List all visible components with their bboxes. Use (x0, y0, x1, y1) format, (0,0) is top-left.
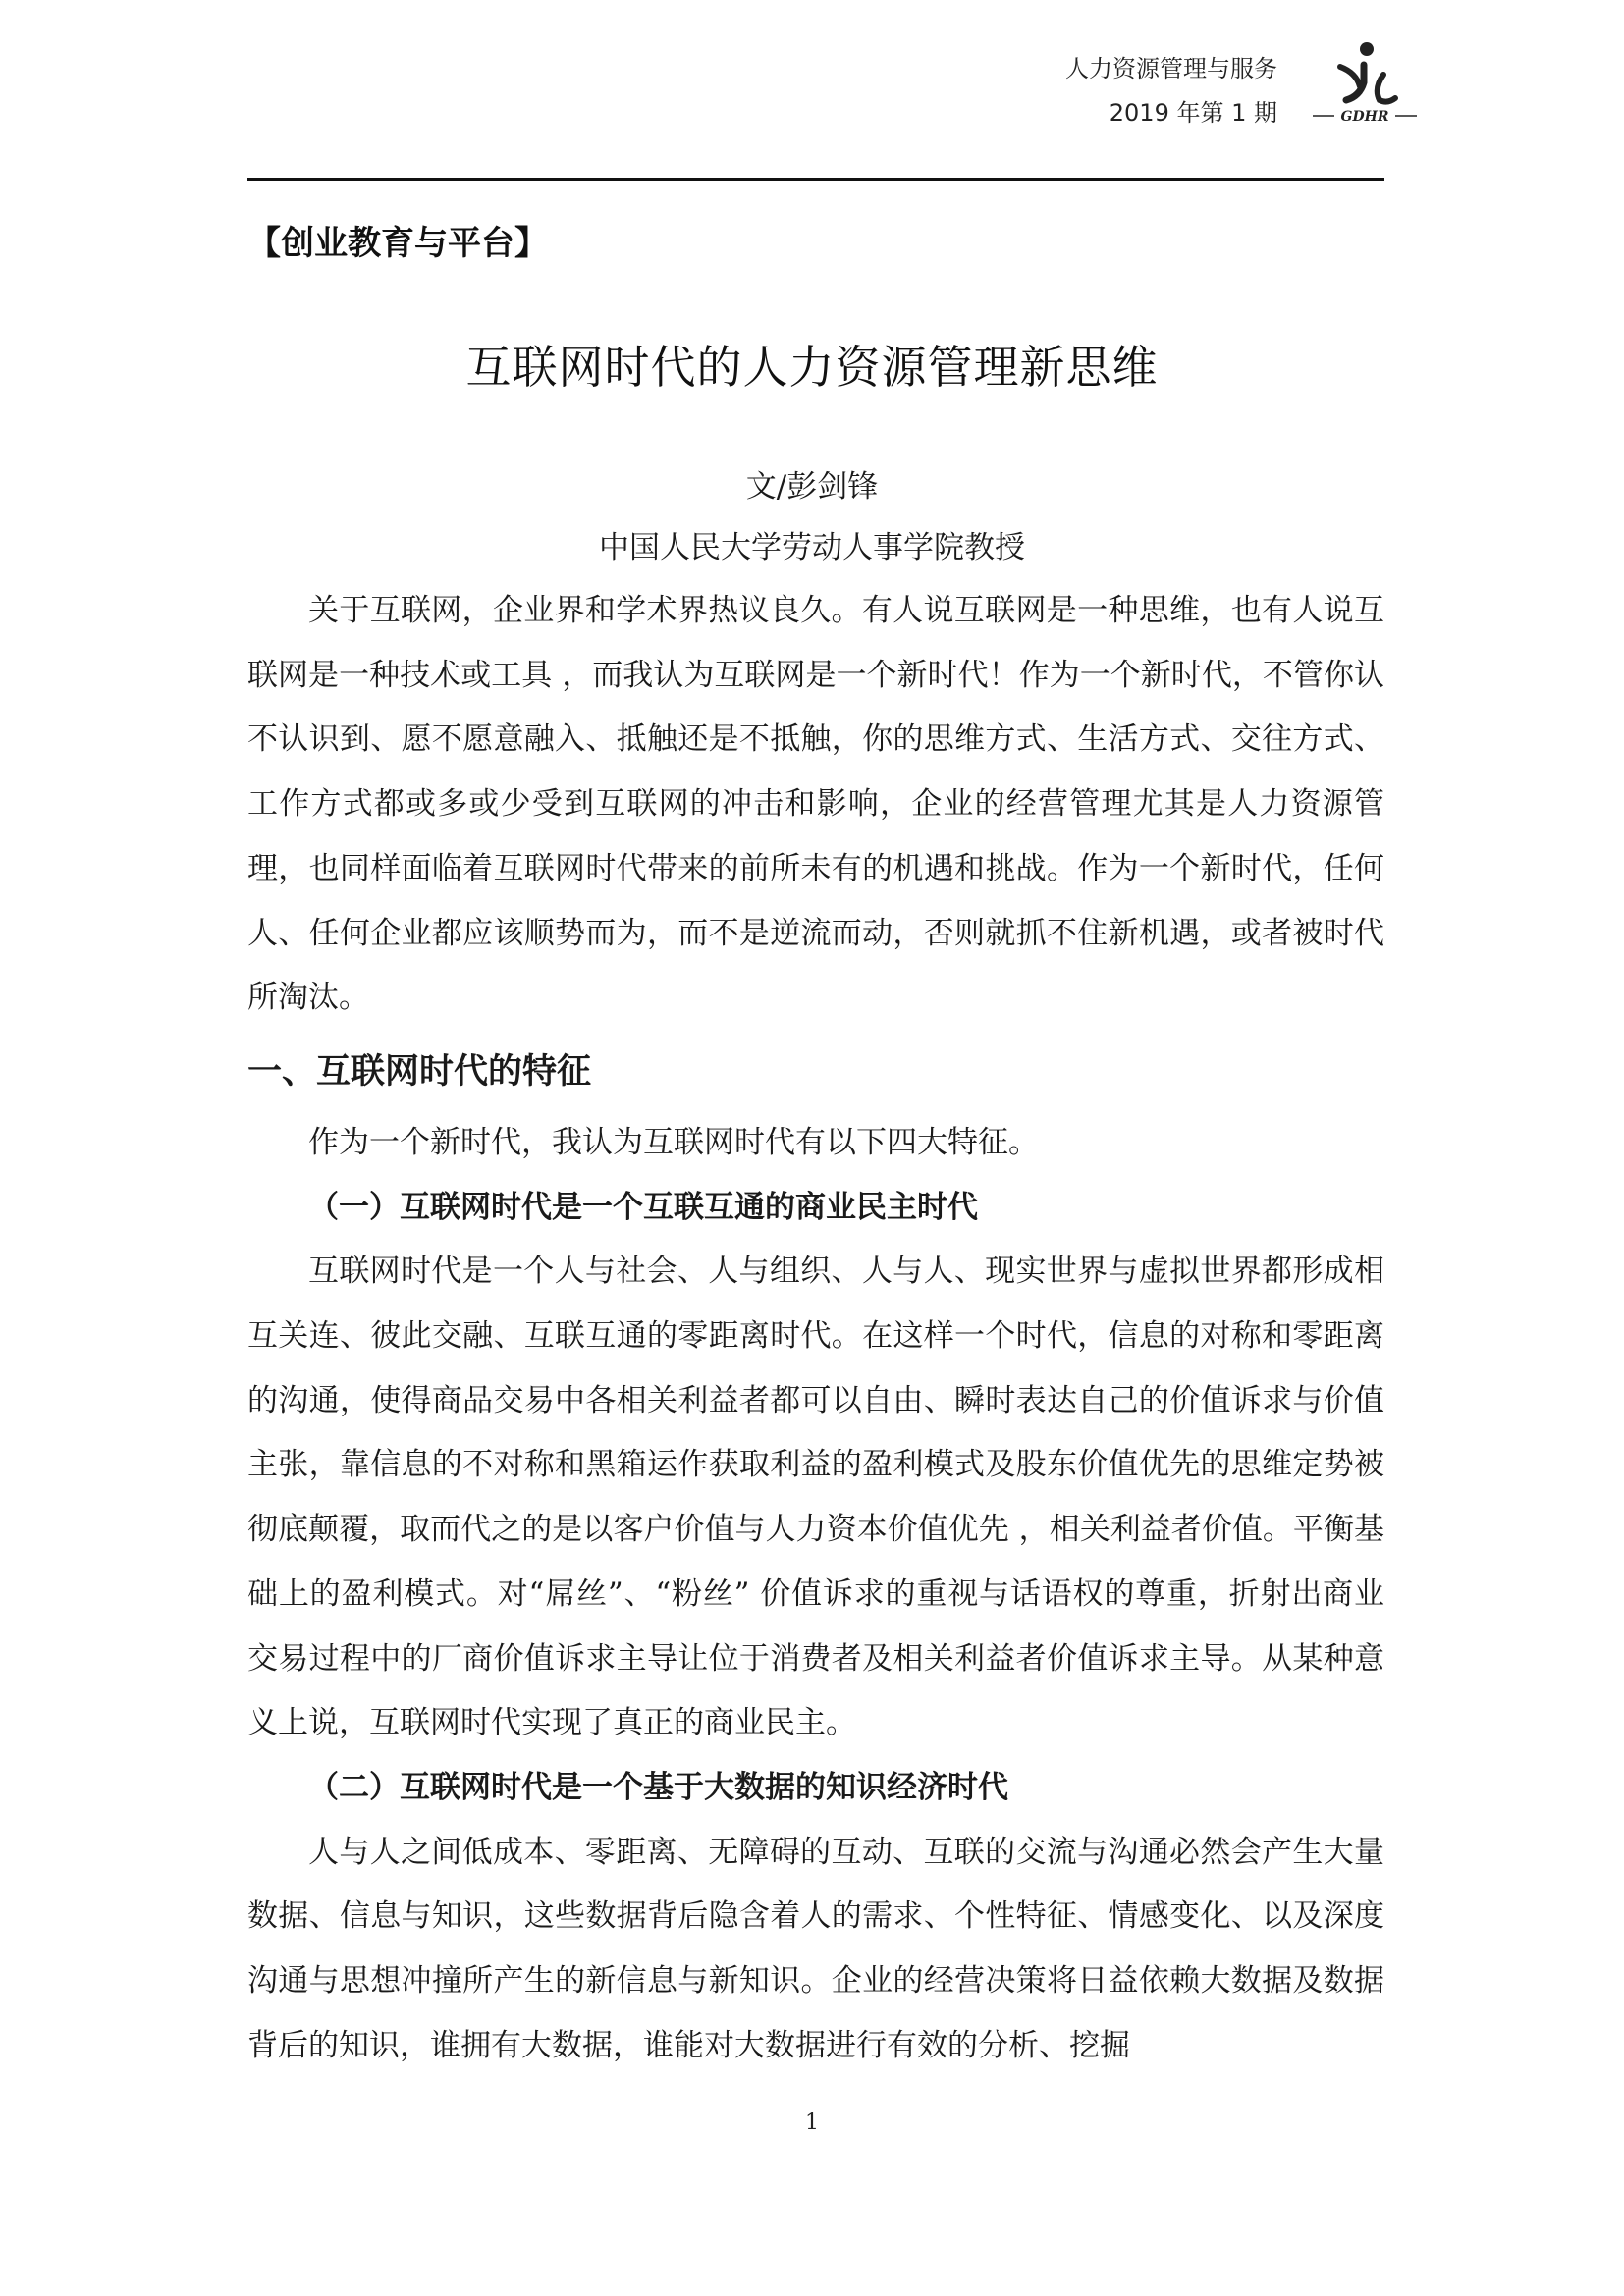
gdhr-logo (1311, 39, 1419, 128)
section-intro-paragraph: 作为一个新时代，我认为互联网时代有以下四大特征。 (308, 1124, 1039, 1160)
subsection-heading-2: （二）互联网时代是一个基于大数据的知识经济时代 (308, 1769, 1008, 1805)
subsection-paragraph-1: 互联网时代是一个人与社会、人与组织、人与人、现实世界与虚拟世界都形成相互关连、彼此交融、互联互通的零距离时代。在这样一个时代，信息的对称和零距离的沟通，使得商品交易中各相关利益者都可以自由、瞬时表达自己的价值诉求与价值主张，靠信息的不对称和黑箱运作获取利益的盈利模式及股东价值优先的思维定势被彻底颠覆，取而代之的是以客户价值与人力资本价值优先 ，相关利益者价值。平衡基础上的盈利模式。对“屌丝”、“粉丝” 价值诉求的重视与话语权的尊重，折射出商业交易过程中的厂商价值诉求主导让位于消费者及相关利益者价值诉求主导。从某种意义上说，互联网时代实现了真正的商业民主。 (247, 1254, 1384, 1741)
page-number: 1 (805, 2110, 819, 2135)
article-body (247, 579, 1384, 2078)
intro-paragraph: 关于互联网，企业界和学术界热议良久。有人说互联网是一种思维，也有人说互联网是一种技术或工具 ，而我认为互联网是一个新时代！作为一个新时代，不管你认不认识到、愿不愿意融入、抵触还是不抵触，你的思维方式、生活方式、交往方式、工作方式都或多或少受到互联网的冲击和影响，企业的经营管理尤其是人力资源管理，也同样面临着互联网时代带来的前所未有的机遇和挑战。作为一个新时代，任何人、任何企业都应该顺势而为，而不是逆流而动，否则就抓不住新机遇，或者被时代所淘汰。 (247, 593, 1384, 1016)
issue-label: 2019 年第 1 期 (1109, 99, 1277, 127)
journal-name: 人力资源管理与服务 (1065, 55, 1277, 82)
author-byline: 文/彭剑锋 (745, 469, 879, 505)
subsection-heading-1: （一）互联网时代是一个互联互通的商业民主时代 (308, 1189, 978, 1225)
subsection-paragraph-2: 人与人之间低成本、零距离、无障碍的互动、互联的交流与沟通必然会产生大量数据、信息与知识，这些数据背后隐含着人的需求、个性特征、情感变化、以及深度沟通与思想冲撞所产生的新信息与新知识。企业的经营决策将日益依赖大数据及数据背后的知识，谁拥有大数据，谁能对大数据进行有效的分析、挖掘 (247, 1834, 1384, 2063)
article-title: 互联网时代的人力资源管理新思维 (465, 341, 1159, 394)
logo-text: GDHR (1340, 109, 1389, 125)
author-affiliation: 中国人民大学劳动人事学院教授 (599, 530, 1025, 565)
column-tag: 【创业教育与平台】 (247, 224, 548, 263)
header-divider (247, 178, 1384, 181)
section-heading: 一、互联网时代的特征 (247, 1051, 592, 1092)
